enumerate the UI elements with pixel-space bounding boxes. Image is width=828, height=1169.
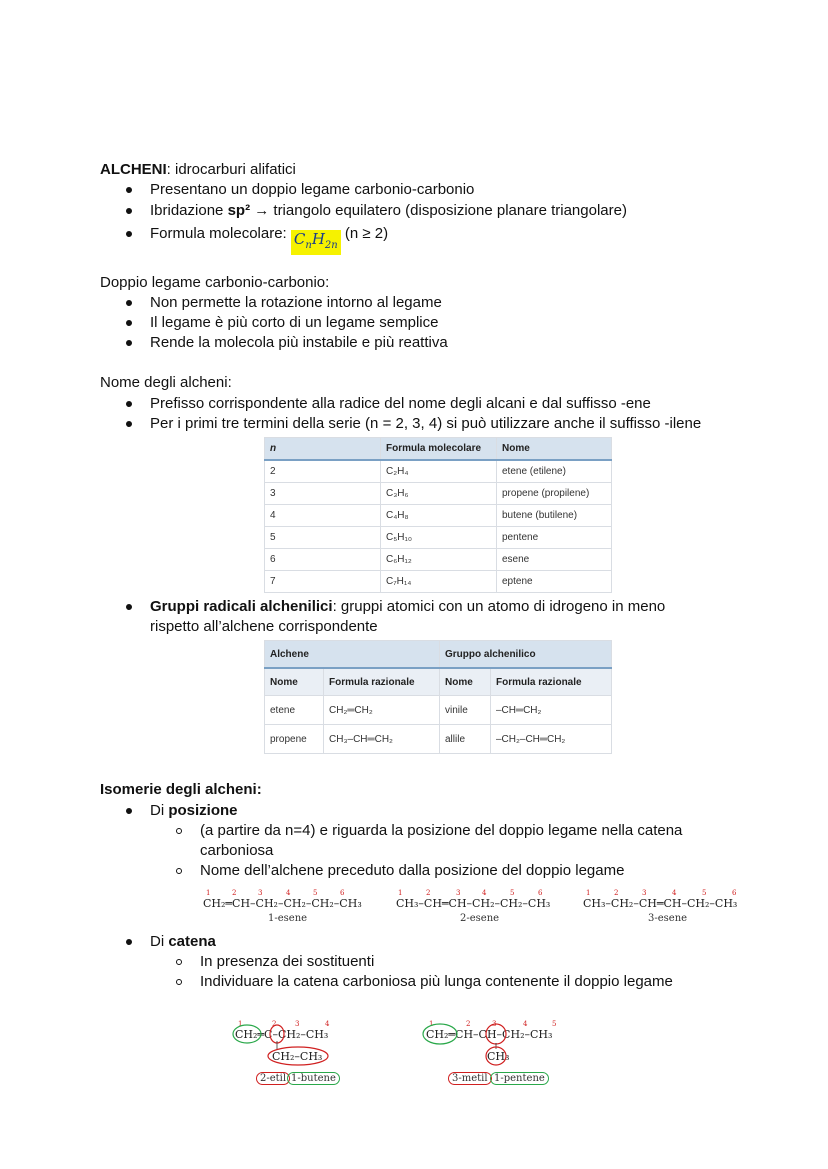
cell: 6 <box>265 549 381 571</box>
header-n: n <box>265 438 381 461</box>
text: (n ≥ 2) <box>340 225 389 242</box>
svg-text:4: 4 <box>325 1020 330 1028</box>
alcheni-bullet-1: Presentano un doppio legame carbonio-carbonio <box>150 181 475 198</box>
nome-bullet-2: Per i primi tre termini della serie (n = 2, 3, 4) si può utilizzare anche il suffisso -ilene <box>150 415 702 432</box>
cell: C₂H₄ <box>381 460 497 483</box>
cell: etene (etilene) <box>497 460 612 483</box>
alcheni-bullet-2 <box>150 201 627 221</box>
cell: propene <box>265 725 324 754</box>
carbon-numbers <box>200 888 760 898</box>
svg-text:3: 3 <box>456 889 461 897</box>
formula: CH₃–CH₂–CH═CH–CH₂–CH₃ <box>583 897 738 910</box>
caption-1-esene: 1-esene <box>268 913 308 924</box>
header-formula: Formula molecolare <box>381 438 497 461</box>
svg-text:6: 6 <box>340 889 345 897</box>
svg-text:2: 2 <box>426 889 431 897</box>
svg-text:1: 1 <box>429 1020 434 1028</box>
cell: allile <box>440 725 491 754</box>
caption-2-esene: 2-esene <box>460 913 500 924</box>
f: C <box>293 230 306 248</box>
cell: pentene <box>497 527 612 549</box>
catena-line <box>150 932 216 952</box>
cell: –CH═CH₂ <box>491 696 612 725</box>
svg-text:3: 3 <box>295 1020 300 1028</box>
svg-text:2: 2 <box>232 889 237 897</box>
posizione-line <box>150 801 238 821</box>
text: Formula molecolare: <box>150 225 291 242</box>
circle-bullet-icon <box>176 979 182 985</box>
svg-text:1: 1 <box>238 1020 243 1028</box>
group-alchene: Alchene <box>265 641 440 669</box>
text: Di <box>150 802 169 819</box>
posizione-sub-1b: carboniosa <box>200 842 274 859</box>
cell: C₅H₁₀ <box>381 527 497 549</box>
formula-highlight <box>291 230 341 255</box>
bullet-icon <box>126 604 132 610</box>
bullet-icon <box>126 320 132 326</box>
alcheni-bullet-3 <box>150 224 388 255</box>
catena-sub-1: In presenza dei sostituenti <box>200 953 375 970</box>
catena-bold: catena <box>168 933 216 950</box>
cell: CH₂═CH₂ <box>324 696 440 725</box>
example2-prefix: 3-metil <box>448 1072 492 1085</box>
svg-text:5: 5 <box>702 889 707 897</box>
formula-3-esene <box>583 897 737 910</box>
header-nome: Nome <box>497 438 612 461</box>
example2-base: 1-pentene <box>490 1072 549 1085</box>
table-header-row <box>265 438 612 461</box>
cell: CH₃–CH═CH₂ <box>324 725 440 754</box>
caption-3-esene: 3-esene <box>648 913 688 924</box>
formula-2-esene <box>396 897 550 910</box>
svg-text:3: 3 <box>642 889 647 897</box>
svg-text:2: 2 <box>466 1020 471 1028</box>
formula: CH₂═CH–CH₂–CH₂–CH₂–CH₃ <box>203 897 362 910</box>
nome-bullet-1: Prefisso corrispondente alla radice del nome degli alcani e dal suffisso -ene <box>150 395 651 412</box>
formula: CH₃–CH═CH–CH₂–CH₂–CH₃ <box>396 897 551 910</box>
table-row <box>265 696 612 725</box>
cell: 5 <box>265 527 381 549</box>
table-row <box>265 527 612 549</box>
bullet-icon <box>126 231 132 237</box>
svg-text:4: 4 <box>482 889 487 897</box>
cell: eptene <box>497 571 612 593</box>
cell: 2 <box>265 460 381 483</box>
svg-text:2: 2 <box>272 1020 277 1028</box>
alcheni-title-line <box>100 160 296 180</box>
svg-text:6: 6 <box>732 889 737 897</box>
example1-main-chain: CH₂═C–CH₂–CH₃ <box>235 1028 329 1041</box>
svg-text:3: 3 <box>492 1020 497 1028</box>
table-header-row <box>265 668 612 696</box>
cell: –CH₂–CH═CH₂ <box>491 725 612 754</box>
doppio-bullet-2: Il legame è più corto di un legame semplice <box>150 314 439 331</box>
cell: esene <box>497 549 612 571</box>
example2-substituent: CH₃ <box>487 1050 510 1063</box>
example2-main-chain: CH₂═CH–CH–CH₂–CH₃ <box>426 1028 553 1041</box>
bullet-icon <box>126 421 132 427</box>
svg-text:1: 1 <box>398 889 403 897</box>
f: 2n <box>324 240 338 251</box>
bullet-icon <box>126 401 132 407</box>
alcheni-title-rest: : idrocarburi alifatici <box>166 161 296 178</box>
header: Formula razionale <box>491 668 612 696</box>
svg-text:1: 1 <box>586 889 591 897</box>
example1-prefix: 2-etil <box>256 1072 290 1085</box>
bullet-icon <box>126 340 132 346</box>
alcheni-title: ALCHENI <box>100 161 167 178</box>
bullet-icon <box>126 939 132 945</box>
isomerie-title: Isomerie degli alcheni: <box>100 781 262 798</box>
circle-bullet-icon <box>176 828 182 834</box>
header: Nome <box>265 668 324 696</box>
circle-bullet-icon <box>176 868 182 874</box>
text: Di <box>150 933 169 950</box>
doppio-bullet-3: Rende la molecola più instabile e più reattiva <box>150 334 448 351</box>
header: Nome <box>440 668 491 696</box>
f: n <box>305 240 312 251</box>
example1-base: 1-butene <box>287 1072 340 1085</box>
table-group-row <box>265 641 612 669</box>
cell: C₃H₆ <box>381 483 497 505</box>
posizione-sub-2: Nome dell’alchene preceduto dalla posizione del doppio legame <box>200 862 625 879</box>
table-row <box>265 571 612 593</box>
table-row <box>265 549 612 571</box>
doppio-title: Doppio legame carbonio-carbonio: <box>100 274 330 291</box>
svg-text:3: 3 <box>258 889 263 897</box>
svg-text:4: 4 <box>672 889 677 897</box>
posizione-bold: posizione <box>168 802 238 819</box>
cell: 4 <box>265 505 381 527</box>
f: H <box>311 230 325 248</box>
bullet-icon <box>126 208 132 214</box>
catena-sub-2: Individuare la catena carboniosa più lunga contenente il doppio legame <box>200 973 673 990</box>
svg-text:1: 1 <box>206 889 211 897</box>
alkenyl-table <box>264 640 612 754</box>
gruppi-line-1 <box>150 597 665 617</box>
posizione-sub-1a: (a partire da n=4) e riguarda la posizione del doppio legame nella catena <box>200 822 683 839</box>
alkenes-table <box>264 437 612 593</box>
bullet-icon <box>126 187 132 193</box>
formula-1-esene <box>203 897 362 910</box>
svg-text:4: 4 <box>286 889 291 897</box>
svg-text:6: 6 <box>538 889 543 897</box>
table-row <box>265 725 612 754</box>
gruppi-bold: Gruppi radicali alchenilici <box>150 598 333 615</box>
svg-text:2: 2 <box>614 889 619 897</box>
doppio-bullet-1: Non permette la rotazione intorno al legame <box>150 294 442 311</box>
example1-substituent: CH₂–CH₃ <box>272 1050 323 1063</box>
header: Formula razionale <box>324 668 440 696</box>
circle-bullet-icon <box>176 959 182 965</box>
table-row <box>265 505 612 527</box>
text: Ibridazione <box>150 202 228 219</box>
nome-title: Nome degli alcheni: <box>100 374 232 391</box>
cell: C₇H₁₄ <box>381 571 497 593</box>
table-row <box>265 483 612 505</box>
cell: 3 <box>265 483 381 505</box>
cell: C₆H₁₂ <box>381 549 497 571</box>
svg-text:5: 5 <box>313 889 318 897</box>
cell: C₄H₈ <box>381 505 497 527</box>
bullet-icon <box>126 808 132 814</box>
svg-text:5: 5 <box>552 1020 557 1028</box>
cell: vinile <box>440 696 491 725</box>
bullet-icon <box>126 300 132 306</box>
table-row <box>265 460 612 483</box>
cell: butene (butilene) <box>497 505 612 527</box>
cell: etene <box>265 696 324 725</box>
gruppi-line-2: rispetto all’alchene corrispondente <box>150 618 378 635</box>
group-alchenilico: Gruppo alchenilico <box>440 641 612 669</box>
cell: propene (propilene) <box>497 483 612 505</box>
text: → triangolo equilatero (disposizione planare triangolare) <box>250 202 627 219</box>
text: : gruppi atomici con un atomo di idrogeno in meno <box>332 598 666 615</box>
svg-text:5: 5 <box>510 889 515 897</box>
svg-text:4: 4 <box>523 1020 528 1028</box>
cell: 7 <box>265 571 381 593</box>
sp2: sp² <box>227 202 251 219</box>
